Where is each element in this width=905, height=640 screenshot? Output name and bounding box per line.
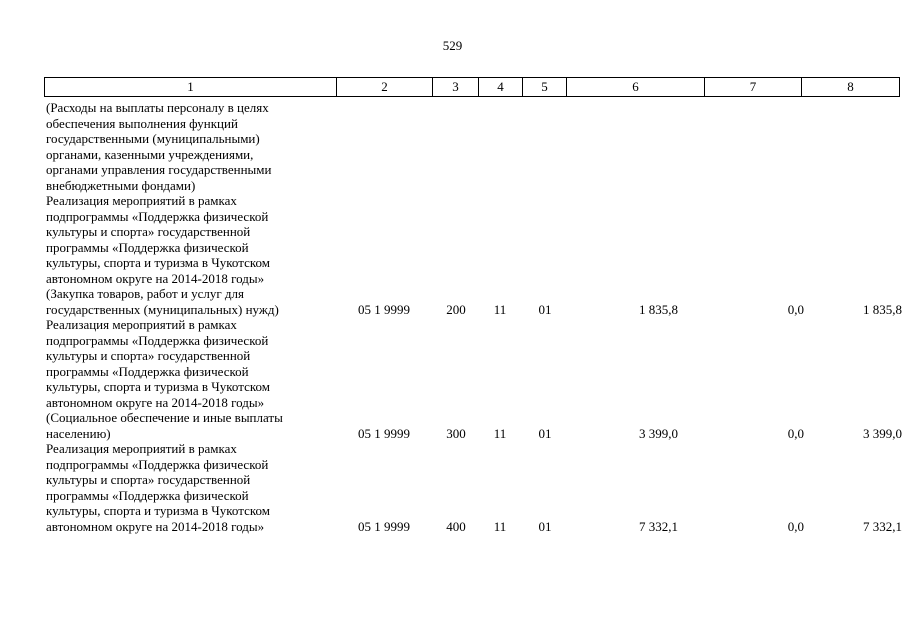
description-line: программы «Поддержка физической xyxy=(46,363,249,379)
description-line: автономном округе на 2014-2018 годы» xyxy=(46,270,265,286)
description-line: подпрограммы «Поддержка физической xyxy=(46,456,269,472)
row-col-5: 01 xyxy=(538,518,552,534)
row-col-6: 7 332,1 xyxy=(639,518,678,534)
row-col-8: 1 835,8 xyxy=(863,301,902,317)
row-code: 05 1 9999 xyxy=(358,301,410,317)
description-line: культуры, спорта и туризма в Чукотском xyxy=(46,379,270,394)
row-description xyxy=(44,441,334,534)
table-body xyxy=(44,100,902,534)
description-line: органами управления государственными xyxy=(46,162,272,177)
row-code: 05 1 9999 xyxy=(358,518,410,534)
description-line: Реализация мероприятий в рамках xyxy=(46,441,237,456)
row-col-8: 3 399,0 xyxy=(863,425,902,441)
header-col-5: 5 xyxy=(523,78,567,96)
table-row xyxy=(44,317,902,441)
description-line: государственными (муниципальными) xyxy=(46,131,260,146)
row-col-4: 11 xyxy=(493,425,507,441)
description-line: обеспечения выполнения функций xyxy=(46,115,238,131)
row-col-5: 01 xyxy=(538,425,552,441)
description-line: Реализация мероприятий в рамках xyxy=(46,193,237,208)
description-line: культуры, спорта и туризма в Чукотском xyxy=(46,503,270,518)
row-col-3: 300 xyxy=(446,425,466,441)
description-line: автономном округе на 2014-2018 годы» xyxy=(46,394,265,410)
row-description xyxy=(44,193,334,317)
description-line: культуры, спорта и туризма в Чукотском xyxy=(46,255,270,270)
row-col-5: 01 xyxy=(538,301,552,317)
row-col-3: 200 xyxy=(446,301,466,317)
table-header xyxy=(44,77,900,97)
description-line: культуры и спорта» государственной xyxy=(46,348,251,363)
table-row xyxy=(44,100,902,193)
row-col-8: 7 332,1 xyxy=(863,518,902,534)
description-line: (Социальное обеспечение и иные выплаты xyxy=(46,410,283,425)
row-col-3: 400 xyxy=(446,518,466,534)
row-description xyxy=(44,317,334,441)
table-row xyxy=(44,441,902,534)
description-line: культуры и спорта» государственной xyxy=(46,224,251,239)
row-col-7: 0,0 xyxy=(787,425,804,441)
header-col-1: 1 xyxy=(45,78,337,96)
description-line: программы «Поддержка физической xyxy=(46,487,249,503)
description-line: государственных (муниципальных) нужд) xyxy=(46,301,279,317)
header-col-3: 3 xyxy=(433,78,479,96)
header-col-2: 2 xyxy=(337,78,433,96)
description-line: (Закупка товаров, работ и услуг для xyxy=(46,286,244,301)
header-col-6: 6 xyxy=(567,78,705,96)
row-description xyxy=(44,100,334,193)
row-code: 05 1 9999 xyxy=(358,425,410,441)
row-col-7: 0,0 xyxy=(787,301,804,317)
description-line: культуры и спорта» государственной xyxy=(46,472,251,487)
description-line: подпрограммы «Поддержка физической xyxy=(46,208,269,224)
description-line: программы «Поддержка физической xyxy=(46,239,249,255)
page-number: 529 xyxy=(442,38,463,53)
description-line: подпрограммы «Поддержка физической xyxy=(46,332,269,348)
table-row xyxy=(44,193,902,317)
description-line: внебюджетными фондами) xyxy=(46,177,196,193)
description-line: органами, казенными учреждениями, xyxy=(46,146,254,162)
header-col-4: 4 xyxy=(479,78,523,96)
row-col-4: 11 xyxy=(493,518,507,534)
row-col-4: 11 xyxy=(493,301,507,317)
row-col-7: 0,0 xyxy=(787,518,804,534)
header-col-7: 7 xyxy=(705,78,802,96)
header-col-8: 8 xyxy=(847,79,854,94)
description-line: автономном округе на 2014-2018 годы» xyxy=(46,518,265,534)
row-col-6: 3 399,0 xyxy=(639,425,678,441)
description-line: населению) xyxy=(46,425,111,441)
description-line: Реализация мероприятий в рамках xyxy=(46,317,237,332)
row-col-6: 1 835,8 xyxy=(639,301,678,317)
description-line: (Расходы на выплаты персоналу в целях xyxy=(46,100,269,115)
